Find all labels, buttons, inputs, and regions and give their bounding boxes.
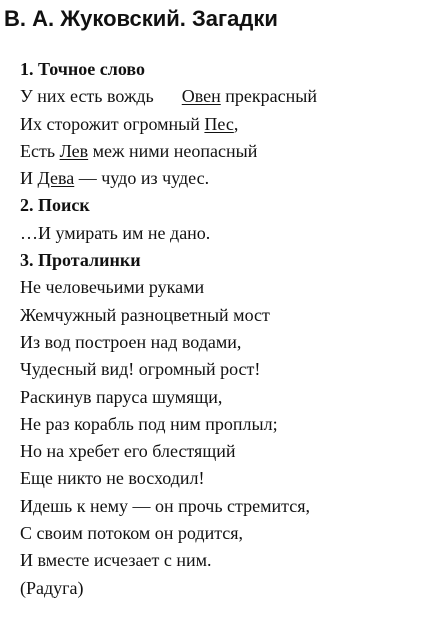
underlined-word-deva: Дева bbox=[37, 168, 75, 189]
text-fragment: Есть bbox=[20, 140, 60, 161]
poem-line: Но на хребет его блестящий bbox=[20, 441, 236, 462]
poem-line: И вместе исчезает с ним. bbox=[20, 550, 212, 571]
text-fragment: прекрасный bbox=[220, 86, 317, 107]
section-heading-search: 2. Поиск bbox=[20, 195, 90, 216]
poem-line: С своим потоком он родится, bbox=[20, 523, 244, 544]
section-heading-exact-word: 1. Точное слово bbox=[20, 59, 145, 79]
poem-line: Идешь к нему — он прочь стремится, bbox=[20, 495, 310, 516]
poem-line: Раскинув паруса шумящи, bbox=[20, 386, 223, 407]
poem-line: …И умирать им не дано. bbox=[20, 222, 211, 243]
poem-line bbox=[20, 111, 420, 138]
text-fragment: У них есть вождь bbox=[20, 86, 154, 107]
text-fragment: Их сторожит огромный bbox=[20, 113, 205, 134]
poem-line: Не человечьими руками bbox=[20, 277, 205, 298]
poem-line bbox=[20, 165, 420, 192]
poem-line bbox=[20, 83, 420, 110]
poem-line: Из вод построен над водами, bbox=[20, 331, 242, 352]
poem-line: Еще никто не восходил! bbox=[20, 468, 205, 489]
page-title: В. А. Жуковский. Загадки bbox=[4, 6, 278, 31]
poem-line bbox=[20, 138, 420, 165]
text-fragment: И bbox=[20, 168, 38, 189]
underlined-word-oven: Овен bbox=[181, 86, 221, 107]
answer-line: (Радуга) bbox=[20, 577, 84, 598]
underlined-word-lev: Лев bbox=[59, 140, 89, 161]
text-fragment: меж ними неопасный bbox=[88, 140, 258, 161]
poem-line: Жемчужный разноцветный мост bbox=[20, 304, 270, 325]
text-fragment: , bbox=[233, 113, 239, 134]
riddles-content bbox=[20, 56, 420, 602]
section-heading-protalinki: 3. Проталинки bbox=[20, 250, 141, 271]
poem-line: Не раз корабль под ним проплыл; bbox=[20, 413, 278, 434]
underlined-word-pes: Пес bbox=[204, 113, 234, 134]
poem-line: Чудесный вид! огромный рост! bbox=[20, 359, 261, 380]
text-fragment: — чудо из чудес. bbox=[74, 168, 210, 189]
